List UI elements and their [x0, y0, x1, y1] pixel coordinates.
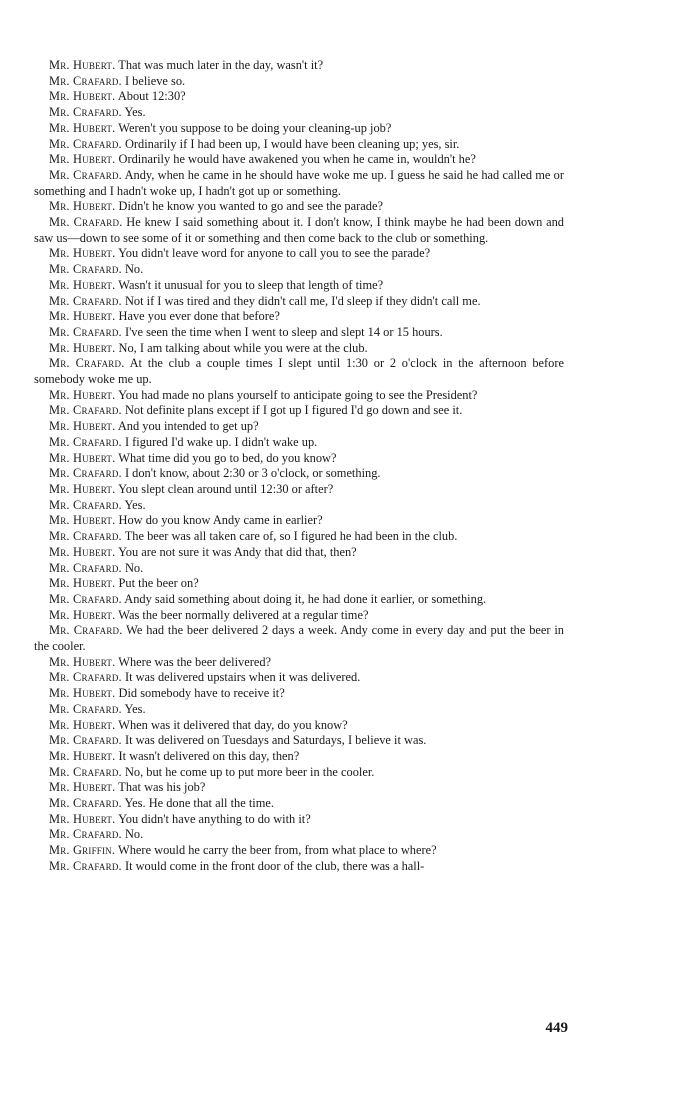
speaker-name: Mr. Crafard.	[49, 434, 122, 449]
transcript-line	[34, 718, 564, 734]
testimony-text: It was delivered on Tuesdays and Saturdays, I believe it was.	[124, 733, 427, 748]
transcript-line	[34, 765, 564, 781]
speaker-name: Mr. Crafard.	[49, 136, 122, 151]
transcript-line	[34, 309, 564, 325]
speaker-name: Mr. Hubert.	[49, 89, 116, 104]
speaker-name: Mr. Crafard.	[49, 591, 122, 606]
transcript-line	[34, 592, 564, 608]
speaker-name: Mr. Crafard.	[49, 764, 122, 779]
testimony-text: Was the beer normally delivered at a regular time?	[118, 607, 369, 622]
speaker-name: Mr. Crafard.	[49, 733, 122, 748]
speaker-name: Mr. Hubert.	[49, 607, 116, 622]
transcript-line	[34, 513, 564, 529]
transcript-line	[34, 749, 564, 765]
testimony-text: Ordinarily he would have awakened you when he came in, wouldn't he?	[118, 152, 476, 167]
testimony-text: Andy, when he came in he should have woke me up. I guess he said he had called me or something and I hadn't woke up, I hadn't got up or something.	[34, 167, 564, 198]
speaker-name: Mr. Hubert.	[49, 387, 116, 402]
transcript-line	[34, 466, 564, 482]
testimony-text: Not definite plans except if I got up I figured I'd go down and see it.	[124, 403, 463, 418]
speaker-name: Mr. Crafard.	[49, 497, 122, 512]
speaker-name: Mr. Crafard.	[49, 105, 122, 120]
speaker-name: Mr. Hubert.	[49, 811, 116, 826]
transcript-line	[34, 168, 564, 199]
testimony-text: Yes. He done that all the time.	[124, 796, 274, 811]
transcript-line	[34, 733, 564, 749]
testimony-text: I figured I'd wake up. I didn't wake up.	[124, 434, 318, 449]
transcript-line	[34, 105, 564, 121]
speaker-name: Mr. Crafard.	[49, 324, 122, 339]
speaker-name: Mr. Hubert.	[49, 120, 116, 135]
transcript-line	[34, 403, 564, 419]
speaker-name: Mr. Hubert.	[49, 58, 116, 72]
speaker-name: Mr. Crafard.	[49, 262, 122, 277]
testimony-text: How do you know Andy came in earlier?	[118, 513, 323, 528]
testimony-text: At the club a couple times I slept until 1:30 or 2 o'clock in the afternoon before somebody woke me up.	[34, 356, 564, 387]
transcript-body	[34, 58, 564, 875]
testimony-text: It would come in the front door of the club, there was a hall-	[124, 858, 425, 873]
transcript-line	[34, 199, 564, 215]
testimony-text: Andy said something about doing it, he had done it earlier, or something.	[124, 591, 487, 606]
testimony-text: You slept clean around until 12:30 or after?	[118, 481, 334, 496]
transcript-line	[34, 670, 564, 686]
testimony-text: That was much later in the day, wasn't it?	[118, 58, 324, 72]
testimony-text: Weren't you suppose to be doing your cleaning-up job?	[118, 120, 392, 135]
speaker-name: Mr. Crafard.	[49, 529, 122, 544]
speaker-name: Mr. Hubert.	[49, 576, 116, 591]
transcript-line	[34, 451, 564, 467]
speaker-name: Mr. Hubert.	[49, 748, 116, 763]
transcript-line	[34, 246, 564, 262]
transcript-line	[34, 388, 564, 404]
speaker-name: Mr. Hubert.	[49, 152, 116, 167]
transcript-line	[34, 655, 564, 671]
transcript-line	[34, 498, 564, 514]
transcript-line	[34, 356, 564, 387]
transcript-line	[34, 796, 564, 812]
speaker-name: Mr. Crafard.	[49, 466, 122, 481]
testimony-text: Ordinarily if I had been up, I would have been cleaning up; yes, sir.	[124, 136, 460, 151]
transcript-line	[34, 341, 564, 357]
testimony-text: You didn't have anything to do with it?	[118, 811, 311, 826]
testimony-text: Wasn't it unusual for you to sleep that length of time?	[118, 277, 384, 292]
transcript-line	[34, 780, 564, 796]
speaker-name: Mr. Crafard.	[49, 827, 122, 842]
transcript-line	[34, 623, 564, 654]
testimony-text: That was his job?	[118, 780, 206, 795]
speaker-name: Mr. Crafard.	[49, 796, 122, 811]
speaker-name: Mr. Hubert.	[49, 450, 116, 465]
transcript-line	[34, 152, 564, 168]
testimony-text: No, I am talking about while you were at the club.	[118, 340, 368, 355]
transcript-line	[34, 812, 564, 828]
testimony-text: I've seen the time when I went to sleep and slept 14 or 15 hours.	[124, 324, 443, 339]
transcript-line	[34, 419, 564, 435]
transcript-line	[34, 137, 564, 153]
speaker-name: Mr. Crafard.	[49, 701, 122, 716]
testimony-text: What time did you go to bed, do you know?	[118, 450, 337, 465]
speaker-name: Mr. Hubert.	[49, 544, 116, 559]
speaker-name: Mr. Crafard.	[49, 403, 122, 418]
testimony-text: I believe so.	[124, 73, 186, 88]
testimony-text: It wasn't delivered on this day, then?	[118, 748, 300, 763]
testimony-text: Yes.	[124, 497, 146, 512]
transcript-line	[34, 262, 564, 278]
testimony-text: Have you ever done that before?	[118, 309, 280, 324]
transcript-line	[34, 482, 564, 498]
transcript-line	[34, 545, 564, 561]
testimony-text: Did somebody have to receive it?	[118, 686, 285, 701]
testimony-text: Not if I was tired and they didn't call me, I'd sleep if they didn't call me.	[124, 293, 481, 308]
testimony-text: Where would he carry the beer from, from what place to where?	[118, 843, 437, 858]
transcript-line	[34, 58, 564, 74]
testimony-text: Didn't he know you wanted to go and see the parade?	[118, 199, 383, 214]
speaker-name: Mr. Griffin.	[49, 843, 116, 858]
speaker-name: Mr. Crafard.	[49, 293, 122, 308]
transcript-line	[34, 561, 564, 577]
speaker-name: Mr. Crafard.	[49, 215, 123, 230]
testimony-text: When was it delivered that day, do you know?	[118, 717, 348, 732]
testimony-text: Put the beer on?	[118, 576, 199, 591]
speaker-name: Mr. Hubert.	[49, 199, 116, 214]
testimony-text: You didn't leave word for anyone to call you to see the parade?	[118, 246, 431, 261]
transcript-line	[34, 827, 564, 843]
transcript-line	[34, 278, 564, 294]
speaker-name: Mr. Hubert.	[49, 481, 116, 496]
testimony-text: He knew I said something about it. I don't know, I think maybe he had been down and saw us—down to see some of it or something and then come back to the club or something.	[34, 215, 564, 245]
speaker-name: Mr. Hubert.	[49, 246, 116, 261]
speaker-name: Mr. Hubert.	[49, 340, 116, 355]
speaker-name: Mr. Crafard.	[49, 356, 125, 371]
speaker-name: Mr. Hubert.	[49, 686, 116, 701]
speaker-name: Mr. Hubert.	[49, 419, 116, 434]
testimony-text: You are not sure it was Andy that did that, then?	[118, 544, 357, 559]
testimony-text: And you intended to get up?	[117, 419, 259, 434]
testimony-text: We had the beer delivered 2 days a week. Andy come in every day and put the beer in the cooler.	[34, 623, 564, 654]
testimony-text: You had made no plans yourself to anticipate going to see the President?	[118, 387, 478, 402]
speaker-name: Mr. Crafard.	[49, 670, 122, 685]
transcript-line	[34, 529, 564, 545]
testimony-text: I don't know, about 2:30 or 3 o'clock, or something.	[124, 466, 381, 481]
speaker-name: Mr. Crafard.	[49, 560, 122, 575]
transcript-line	[34, 576, 564, 592]
testimony-text: Where was the beer delivered?	[118, 654, 272, 669]
transcript-line	[34, 325, 564, 341]
page-number: 449	[545, 1020, 568, 1036]
testimony-text: Yes.	[124, 105, 146, 120]
transcript-line	[34, 702, 564, 718]
speaker-name: Mr. Crafard.	[49, 858, 122, 873]
speaker-name: Mr. Hubert.	[49, 654, 116, 669]
testimony-text: No.	[124, 262, 144, 277]
transcript-line	[34, 686, 564, 702]
testimony-text: No, but he come up to put more beer in the cooler.	[124, 764, 375, 779]
speaker-name: Mr. Hubert.	[49, 717, 116, 732]
testimony-text: About 12:30?	[117, 89, 186, 104]
transcript-line	[34, 215, 564, 246]
transcript-line	[34, 121, 564, 137]
speaker-name: Mr. Crafard.	[49, 623, 123, 638]
transcript-line	[34, 608, 564, 624]
transcript-line	[34, 859, 564, 875]
speaker-name: Mr. Hubert.	[49, 277, 116, 292]
speaker-name: Mr. Hubert.	[49, 513, 116, 528]
transcript-line	[34, 435, 564, 451]
speaker-name: Mr. Hubert.	[49, 309, 116, 324]
transcript-line	[34, 843, 564, 859]
transcript-line	[34, 89, 564, 105]
speaker-name: Mr. Crafard.	[49, 73, 122, 88]
testimony-text: No.	[124, 560, 144, 575]
testimony-text: Yes.	[124, 701, 146, 716]
speaker-name: Mr. Crafard.	[49, 167, 122, 182]
transcript-line	[34, 294, 564, 310]
transcript-line	[34, 74, 564, 90]
testimony-text: The beer was all taken care of, so I figured he had been in the club.	[124, 529, 458, 544]
testimony-text: No.	[124, 827, 144, 842]
speaker-name: Mr. Hubert.	[49, 780, 116, 795]
testimony-text: It was delivered upstairs when it was delivered.	[124, 670, 361, 685]
